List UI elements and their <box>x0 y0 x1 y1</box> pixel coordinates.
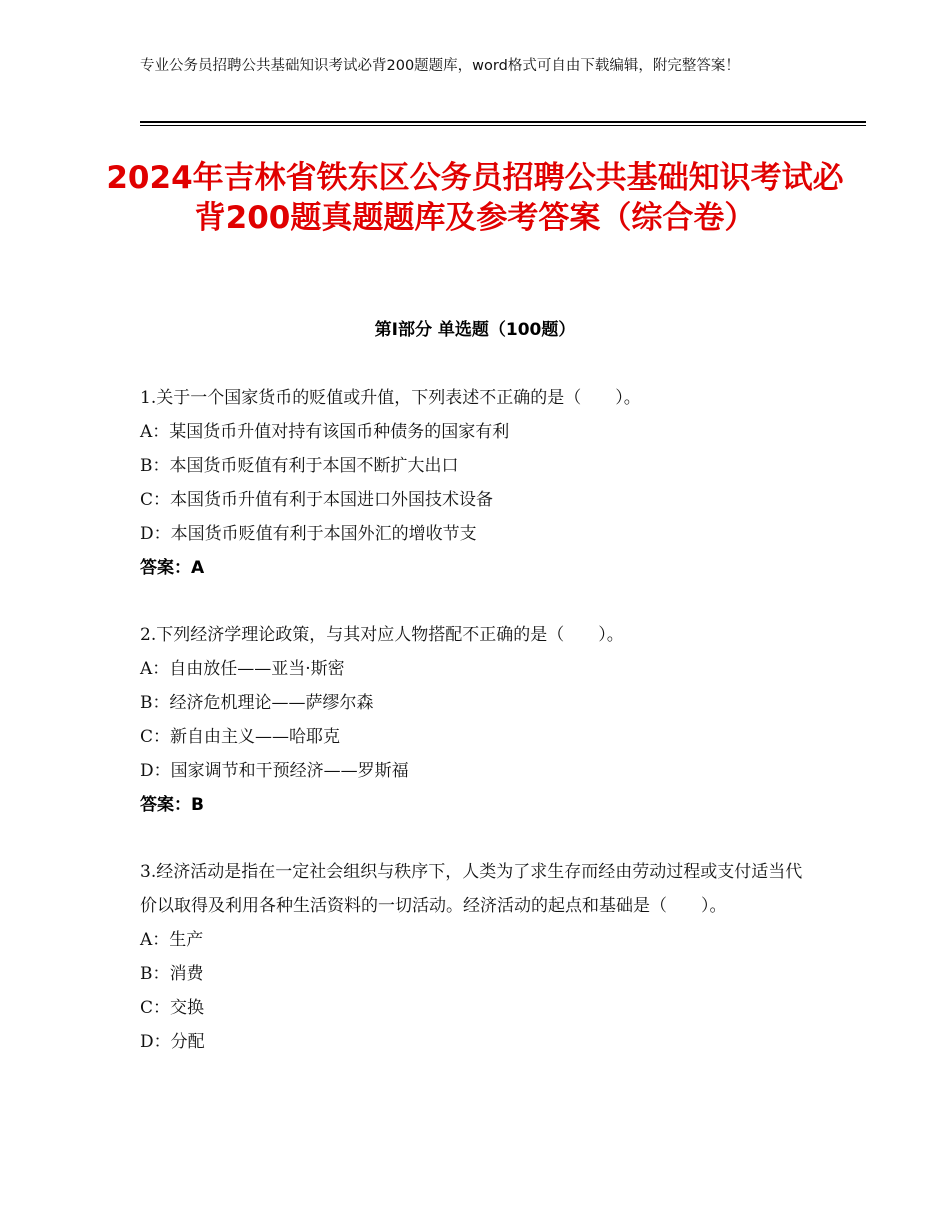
option-b: B：消费 <box>140 964 204 984</box>
option-a: A：某国货币升值对持有该国币种债务的国家有利 <box>140 422 510 442</box>
option-c: C：新自由主义——哈耶克 <box>140 727 341 747</box>
option-c: C：交换 <box>140 998 205 1018</box>
question-3 <box>140 855 810 1059</box>
question-stem: 1.关于一个国家货币的贬值或升值，下列表述不正确的是（ ）。 <box>140 388 641 408</box>
option-d: D：国家调节和干预经济——罗斯福 <box>140 761 409 781</box>
option-d: D：本国货币贬值有利于本国外汇的增收节支 <box>140 524 477 544</box>
header-note: 专业公务员招聘公共基础知识考试必背200题题库，word格式可自由下载编辑，附完整答案！ <box>140 58 740 74</box>
answer-line: 答案：A <box>140 558 205 578</box>
question-2 <box>140 618 810 822</box>
answer-line: 答案：B <box>140 795 204 815</box>
section-heading: 第Ⅰ部分 单选题（100题） <box>374 320 576 340</box>
question-list <box>140 381 810 1092</box>
option-a: A：自由放任——亚当·斯密 <box>140 659 345 679</box>
question-stem: 2.下列经济学理论政策，与其对应人物搭配不正确的是（ ）。 <box>140 625 624 645</box>
document-title: 2024年吉林省铁东区公务员招聘公共基础知识考试必背200题真题题库及参考答案（综合卷） <box>106 160 844 236</box>
option-d: D：分配 <box>140 1032 205 1052</box>
option-b: B：本国货币贬值有利于本国不断扩大出口 <box>140 456 459 476</box>
option-c: C：本国货币升值有利于本国进口外国技术设备 <box>140 490 494 510</box>
option-a: A：生产 <box>140 930 204 950</box>
question-stem: 3.经济活动是指在一定社会组织与秩序下，人类为了求生存而经由劳动过程或支付适当代价以取得及利用各种生活资料的一切活动。经济活动的起点和基础是（ ）。 <box>140 862 803 916</box>
question-1 <box>140 381 810 585</box>
header-divider <box>140 121 866 123</box>
option-b: B：经济危机理论——萨缪尔森 <box>140 693 374 713</box>
header-divider-thin <box>140 125 866 126</box>
